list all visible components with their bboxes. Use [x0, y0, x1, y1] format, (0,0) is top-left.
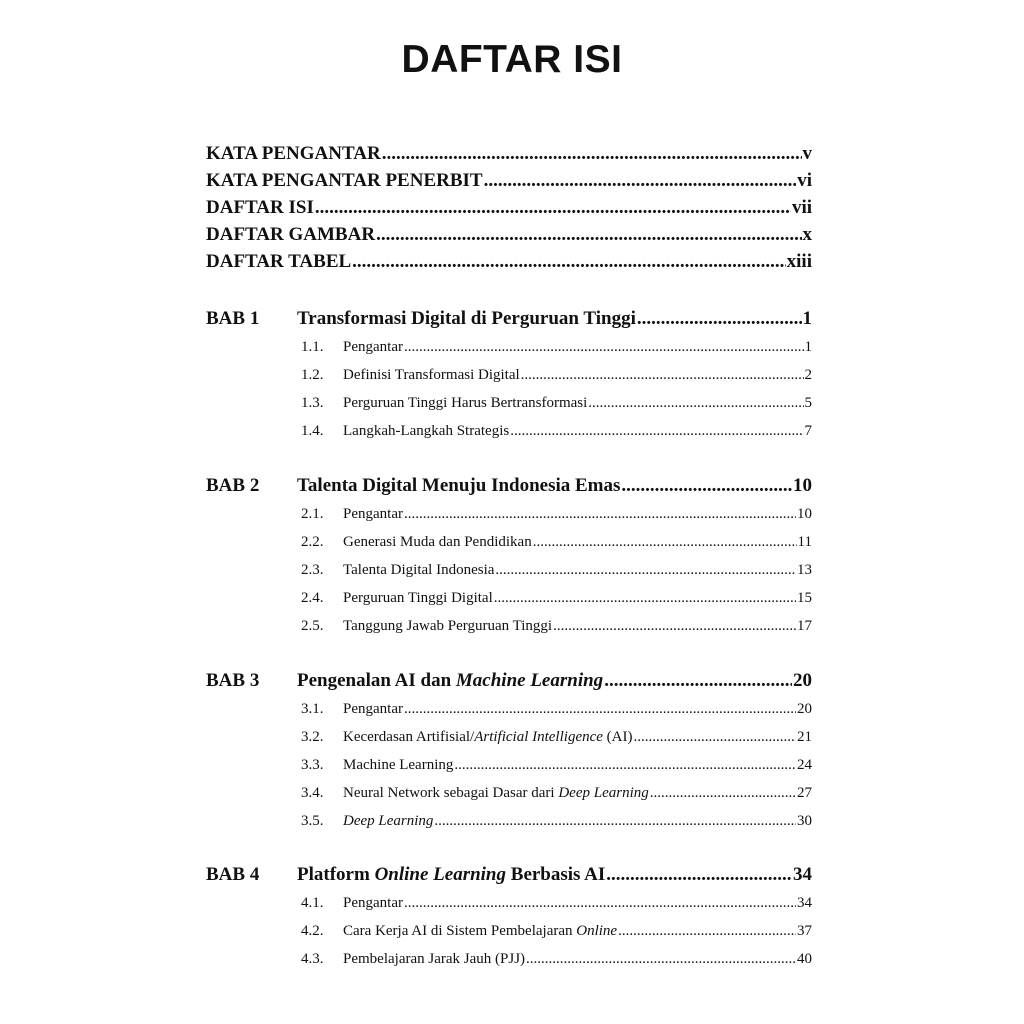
leader-dots — [553, 618, 796, 635]
chapter-number: BAB 4 — [206, 864, 260, 885]
entry-text-part: Machine Learning — [455, 670, 604, 691]
leader-dots — [404, 895, 796, 912]
entry-text-part: Tanggung Jawab Perguruan Tinggi — [343, 618, 553, 634]
toc-section-entry[interactable] — [301, 590, 812, 607]
entry-text-part: Langkah-Langkah Strategis — [343, 423, 510, 439]
section-number: 3.4. — [301, 785, 324, 801]
section-heading — [301, 757, 453, 774]
section-heading — [301, 895, 403, 912]
section-number: 1.2. — [301, 367, 324, 383]
entry-title: KATA PENGANTAR PENERBIT — [206, 170, 483, 191]
page-number: 15 — [797, 590, 812, 606]
entry-text-part: Pengantar — [343, 701, 403, 717]
entry-title: DAFTAR TABEL — [206, 251, 352, 272]
section-heading — [301, 951, 525, 968]
section-heading — [301, 923, 617, 940]
section-heading — [301, 618, 552, 635]
leader-dots — [494, 590, 796, 607]
section-number: 3.1. — [301, 701, 324, 717]
leader-dots — [588, 395, 803, 412]
toc-section-entry[interactable] — [301, 951, 812, 968]
entry-text-part: Online Learning — [374, 864, 507, 885]
leader-dots — [454, 757, 796, 774]
entry-text-part: Online — [576, 923, 618, 939]
entry-text-part: Deep Learning — [558, 785, 649, 801]
leader-dots — [434, 813, 796, 830]
leader-dots — [650, 785, 796, 802]
section-heading — [301, 423, 509, 440]
leader-dots — [634, 729, 797, 746]
page-number: 21 — [797, 729, 812, 745]
section-number: 4.2. — [301, 923, 324, 939]
page-number: 10 — [797, 506, 812, 522]
entry-text-part: Pengantar — [343, 506, 403, 522]
entry-title: DAFTAR ISI — [206, 197, 314, 218]
entry-text-part: Deep Learning — [343, 813, 434, 829]
section-number: 1.4. — [301, 423, 324, 439]
page-number: 37 — [797, 923, 812, 939]
leader-dots — [382, 143, 802, 165]
section-heading — [301, 339, 403, 356]
toc-section-entry[interactable] — [301, 701, 812, 718]
toc-section-entry[interactable] — [301, 534, 812, 551]
section-heading — [301, 590, 493, 607]
leader-dots — [404, 339, 804, 356]
chapter-heading — [206, 475, 620, 497]
section-heading — [301, 395, 587, 412]
leader-dots — [604, 670, 792, 692]
entry-text-part: Pengantar — [343, 339, 403, 355]
page-number: 11 — [797, 534, 812, 550]
page-number: 20 — [797, 701, 812, 717]
page-number: x — [802, 224, 812, 245]
toc-section-entry[interactable] — [301, 423, 812, 440]
page-number: 30 — [797, 813, 812, 829]
entry-text-part: Berbasis AI — [506, 864, 606, 885]
section-number: 2.5. — [301, 618, 324, 634]
section-heading — [301, 562, 494, 579]
toc-chapter-entry[interactable] — [206, 670, 812, 692]
chapter-heading — [206, 864, 605, 886]
entry-text-part: Perguruan Tinggi Harus Bertransformasi — [343, 395, 588, 411]
section-heading — [301, 785, 649, 802]
leader-dots — [606, 864, 792, 886]
section-number: 1.1. — [301, 339, 324, 355]
leader-dots — [637, 308, 802, 330]
page-number: vi — [797, 170, 812, 191]
toc-section-entry[interactable] — [301, 618, 812, 635]
toc-section-entry[interactable] — [301, 367, 812, 384]
toc-section-entry[interactable] — [301, 813, 812, 830]
toc-front-entry[interactable] — [206, 251, 812, 273]
entry-text-part: Talenta Digital Menuju Indonesia Emas — [297, 475, 621, 496]
leader-dots — [484, 170, 797, 192]
entry-text-part: Platform — [297, 864, 375, 885]
entry-text-part: Pembelajaran Jarak Jauh (PJJ) — [343, 951, 526, 967]
toc-chapter-entry[interactable] — [206, 864, 812, 886]
page-number: 5 — [804, 395, 812, 411]
section-heading — [301, 367, 520, 384]
section-number: 3.5. — [301, 813, 324, 829]
leader-dots — [404, 701, 796, 718]
entry-text-part: Machine Learning — [343, 757, 454, 773]
toc-chapter-entry[interactable] — [206, 308, 812, 330]
page-number: v — [802, 143, 812, 164]
page-number: 1 — [804, 339, 812, 355]
leader-dots — [526, 951, 796, 968]
section-heading — [301, 534, 532, 551]
toc-section-entry[interactable] — [301, 562, 812, 579]
section-number: 2.2. — [301, 534, 324, 550]
section-heading — [301, 701, 403, 718]
entry-text-part: Cara Kerja AI di Sistem Pembelajaran — [343, 923, 577, 939]
entry-text-part: Generasi Muda dan Pendidikan — [343, 534, 532, 550]
page-number: 20 — [793, 670, 812, 691]
chapter-heading — [206, 670, 603, 692]
entry-text-part: Pengantar — [343, 895, 403, 911]
leader-dots — [404, 506, 796, 523]
toc-section-entry[interactable] — [301, 757, 812, 774]
page-number: 1 — [802, 308, 812, 329]
toc-section-entry[interactable] — [301, 729, 812, 746]
leader-dots — [352, 251, 785, 273]
section-number: 2.1. — [301, 506, 324, 522]
section-heading — [301, 506, 403, 523]
entry-text-part: Pengenalan AI dan — [297, 670, 456, 691]
leader-dots — [621, 475, 792, 497]
section-number: 2.4. — [301, 590, 324, 606]
page-number: 24 — [797, 757, 812, 773]
entry-text-part: Perguruan Tinggi Digital — [343, 590, 493, 606]
chapter-heading — [206, 308, 636, 330]
entry-text-part: (AI) — [602, 729, 633, 745]
entry-text-part: Definisi Transformasi Digital — [343, 367, 520, 383]
section-heading — [301, 813, 433, 830]
page-number: vii — [791, 197, 812, 218]
toc-section-entry[interactable] — [301, 506, 812, 523]
leader-dots — [618, 923, 796, 940]
leader-dots — [521, 367, 804, 384]
toc-section-entry[interactable] — [301, 339, 812, 356]
leader-dots — [376, 224, 801, 246]
page-number: 40 — [797, 951, 812, 967]
section-number: 3.3. — [301, 757, 324, 773]
page-number: 34 — [793, 864, 812, 885]
leader-dots — [495, 562, 796, 579]
section-heading — [301, 729, 633, 746]
page-number: 27 — [797, 785, 812, 801]
section-number: 2.3. — [301, 562, 324, 578]
entry-text-part: Transformasi Digital di Perguruan Tinggi — [297, 308, 636, 329]
entry-title: KATA PENGANTAR — [206, 143, 381, 164]
toc-front-entry[interactable] — [206, 170, 812, 192]
section-number: 4.3. — [301, 951, 324, 967]
toc-section-entry[interactable] — [301, 785, 812, 802]
page-number: 34 — [797, 895, 812, 911]
page-number: 13 — [797, 562, 812, 578]
entry-text-part: Kecerdasan Artifisial/ — [343, 729, 475, 745]
chapter-number: BAB 1 — [206, 308, 260, 329]
toc-section-entry[interactable] — [301, 923, 812, 940]
section-number: 4.1. — [301, 895, 324, 911]
section-number: 3.2. — [301, 729, 324, 745]
entry-text-part: Talenta Digital Indonesia — [343, 562, 495, 578]
entry-text-part: Artificial Intelligence — [474, 729, 603, 745]
page-title: DAFTAR ISI — [401, 38, 623, 81]
chapter-number: BAB 3 — [206, 670, 260, 691]
leader-dots — [533, 534, 797, 551]
leader-dots — [510, 423, 803, 440]
toc-front-entry[interactable] — [206, 143, 812, 165]
toc-front-entry[interactable] — [206, 197, 812, 219]
leader-dots — [315, 197, 791, 219]
toc-chapter-entry[interactable] — [206, 475, 812, 497]
page-number: 2 — [804, 367, 812, 383]
page-number: 10 — [793, 475, 812, 496]
page-number: 17 — [797, 618, 812, 634]
chapter-number: BAB 2 — [206, 475, 260, 496]
entry-title: DAFTAR GAMBAR — [206, 224, 376, 245]
page-number: 7 — [804, 423, 812, 439]
toc-front-entry[interactable] — [206, 224, 812, 246]
toc-section-entry[interactable] — [301, 395, 812, 412]
section-number: 1.3. — [301, 395, 324, 411]
toc-section-entry[interactable] — [301, 895, 812, 912]
entry-text-part: Neural Network sebagai Dasar dari — [343, 785, 559, 801]
page-number: xiii — [786, 251, 812, 272]
